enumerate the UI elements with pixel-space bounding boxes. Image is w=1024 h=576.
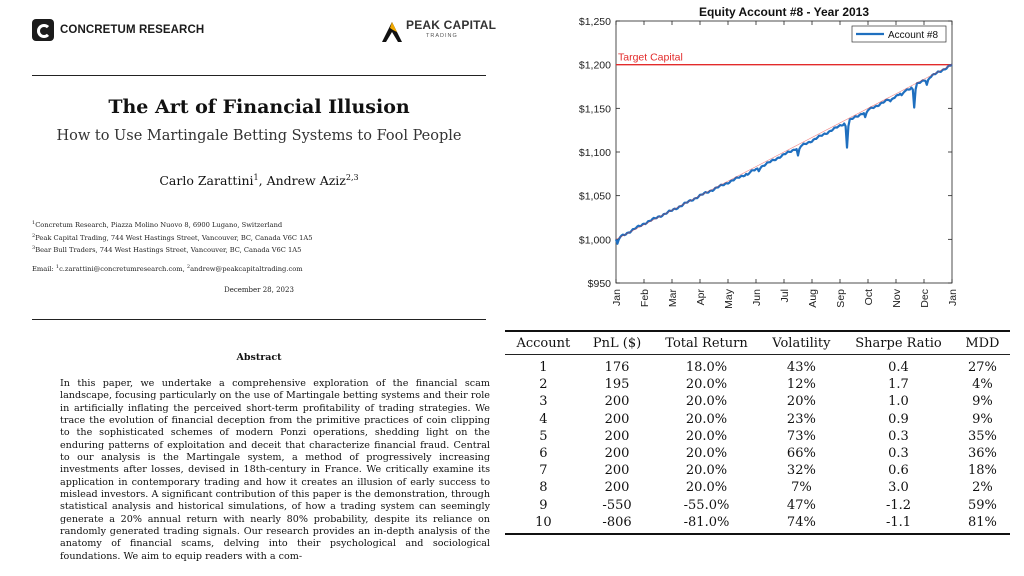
peak-capital-logo-subtext: TRADING (426, 33, 458, 39)
x-tick-label: Apr (695, 289, 707, 306)
table-cell: 200 (604, 480, 630, 496)
x-tick-label: May (723, 289, 735, 309)
table-cell: 3 (539, 394, 548, 410)
equity-chart (570, 0, 1024, 326)
table-cell: 0.4 (888, 360, 909, 375)
table-row (505, 479, 1010, 496)
table-cell: 2% (972, 480, 993, 496)
table-header-row (505, 331, 1010, 355)
table-cell: 9% (972, 394, 993, 410)
column-header: MDD (955, 331, 1010, 355)
table-cell: 2 (539, 377, 548, 393)
email-line: Email: $^1$c.zarattini@concretumresearch.com, $^2$andrew@peakcapitaltrading.com (32, 264, 303, 274)
x-tick-label: Sep (835, 289, 847, 308)
table-cell: 200 (604, 428, 630, 444)
x-tick-label: Nov (891, 289, 903, 308)
y-tick-label: $950 (587, 278, 611, 290)
table-cell: 20.0% (685, 394, 728, 410)
table-cell: 73% (786, 428, 816, 444)
y-tick-label: $1,250 (578, 16, 611, 28)
chart-title: Equity Account #8 - Year 2013 (698, 5, 870, 19)
table-cell: 5 (539, 428, 548, 444)
affiliations (32, 218, 313, 256)
table-cell: 20.0% (685, 463, 728, 479)
abstract-text: In this paper, we undertake a comprehensive exploration of the financial scam landscape, focusing particularly on the use of Martingale betting systems and their role in artificially inflating the perceived short-term profitability of trading strategies. We trace the evolution of financial deception from the primitive practices of coin clipping to the sophisticated schemes of modern Ponzi operations, shedding light on the enduring patterns of exploitation and deceit that characterize financial fraud. Central to our analysis is the Martingale system, a method of progressively increasing investments after losses, devised in 18th-century in France. We critically examine its application in contemporary trading and how it creates an illusion of early success to mislead investors. A significant contribution of this paper is the demonstration, through statistical analysis and historical simulations, of how a trading system can seemingly generate a 20% annual return with nearly 80% probability, despite its reliance on randomly generated trading signals. Our research provides an in-depth analysis of the anatomy of financial scams, delving into their psychological and sociological foundations. We aim to equip readers with a com- (60, 378, 490, 562)
email-link[interactable]: c.zarattini@concretumresearch.com, (59, 265, 187, 274)
table-cell: 0.3 (888, 428, 909, 444)
legend-label: Account #8 (888, 30, 939, 41)
table-cell: 81% (955, 514, 1010, 534)
column-header: Volatility (761, 331, 843, 355)
table-row (505, 497, 1010, 514)
table-cell: 0.9 (888, 411, 909, 427)
table-cell: 1.7 (888, 377, 909, 393)
y-tick-label: $1,200 (578, 59, 611, 72)
x-tick-label: Jul (779, 289, 791, 303)
table-row (505, 462, 1010, 479)
table-cell: 9% (972, 411, 993, 427)
author-affiliation-mark: 2,3 (345, 173, 359, 182)
abstract-heading: Abstract (236, 352, 282, 363)
table-cell: 200 (604, 463, 630, 479)
table-cell: 200 (604, 394, 630, 410)
table-cell: 8 (539, 480, 548, 496)
x-tick-label: Jan (611, 289, 623, 306)
table-row (505, 411, 1010, 428)
y-tick-label: $1,000 (578, 234, 611, 247)
concretum-logo-icon (32, 19, 54, 41)
table-row (505, 445, 1010, 462)
table-cell: 36% (967, 446, 997, 462)
table-cell: 1.0 (888, 394, 909, 410)
chart-legend (852, 26, 946, 42)
table-cell: 18% (967, 463, 997, 479)
y-tick-label: $1,050 (578, 190, 611, 203)
column-header: Total Return (652, 331, 760, 355)
table-cell: 20.0% (685, 428, 728, 444)
table-cell: 20.0% (685, 411, 728, 427)
affiliation-line: $^1$Concretum Research, Piazza Molino Nuovo 8, 6900 Lugano, Switzerland (32, 220, 283, 230)
concretum-logo-text: CONCRETUM RESEARCH (60, 24, 205, 36)
table-cell: -81.0% (652, 514, 760, 534)
x-tick-label: Aug (807, 289, 819, 308)
y-tick-label: $1,100 (578, 147, 611, 159)
results-table (505, 330, 1010, 535)
table-cell: 1 (539, 360, 548, 375)
table-cell: 59% (967, 497, 997, 513)
x-tick-label: Oct (863, 289, 875, 306)
table-cell: 27% (967, 360, 997, 375)
table-cell: 23% (786, 411, 816, 427)
table-cell: 32% (786, 463, 816, 479)
divider-rule (32, 319, 486, 320)
paper-title: The Art of Financial Illusion (108, 96, 410, 118)
x-tick-label: Feb (639, 289, 651, 308)
affiliation-line: $^2$Peak Capital Trading, 744 West Hastings Street, Vancouver, BC, Canada V6C 1A5 (32, 232, 313, 242)
table-cell: 20.0% (685, 480, 728, 496)
paper-subtitle: How to Use Martingale Betting Systems to Fool People (56, 128, 462, 144)
table-cell: 195 (604, 377, 630, 393)
email-link[interactable]: andrew@peakcapitaltrading.com (190, 265, 303, 274)
table-cell: -806 (582, 514, 653, 534)
table-cell: 47% (786, 497, 816, 513)
table-cell: 4 (539, 411, 548, 427)
table-cell: 3.0 (888, 480, 909, 496)
x-tick-label: Mar (667, 289, 679, 308)
table-cell: 20.0% (685, 377, 728, 393)
table-cell: 74% (761, 514, 843, 534)
table-cell: 200 (604, 411, 630, 427)
paper-date: December 28, 2023 (224, 286, 294, 294)
table-cell: 4% (972, 377, 993, 393)
target-capital-label: Target Capital (618, 51, 683, 64)
column-header: PnL ($) (582, 331, 653, 355)
x-tick-label: Jan (947, 289, 959, 306)
table-cell: 176 (604, 360, 630, 375)
table-row (505, 514, 1010, 534)
table-cell: 7 (539, 463, 548, 479)
table-cell: 7% (791, 480, 812, 496)
table-cell: 6 (539, 446, 548, 462)
y-tick-label: $1,150 (578, 103, 611, 116)
table-row (505, 355, 1010, 377)
concretum-logo (32, 18, 204, 42)
peak-capital-logo-text: PEAK CAPITAL (406, 18, 497, 32)
table-row (505, 376, 1010, 393)
peak-capital-logo (380, 16, 497, 46)
table-row (505, 393, 1010, 410)
table-cell: -1.2 (885, 497, 912, 513)
table-cell: 43% (786, 360, 816, 375)
x-tick-label: Jun (751, 289, 763, 306)
table-row (505, 428, 1010, 445)
table-cell: -1.1 (842, 514, 955, 534)
author-line (32, 173, 486, 188)
table-cell: 20% (786, 394, 816, 410)
paper-page (0, 0, 510, 576)
table-cell: 66% (786, 446, 816, 462)
table-cell: 9 (539, 497, 548, 513)
table-cell: 200 (604, 446, 630, 462)
table-cell: 12% (786, 377, 816, 393)
header-rule (32, 75, 486, 76)
table-cell: 0.3 (888, 446, 909, 462)
author-name: Andrew Aziz (266, 173, 346, 189)
column-header: Account (505, 331, 582, 355)
x-tick-label: Dec (919, 289, 931, 308)
table-cell: 35% (967, 428, 997, 444)
table-cell: -55.0% (683, 497, 730, 513)
author-name: Carlo Zarattini (159, 173, 254, 189)
column-header: Sharpe Ratio (842, 331, 955, 355)
peak-capital-logo-icon (380, 18, 406, 44)
table-cell: 0.6 (888, 463, 909, 479)
author-separator: , (258, 173, 267, 189)
author-affiliation-mark: 1 (253, 173, 259, 182)
table-cell: 10 (505, 514, 582, 534)
table-cell: 20.0% (685, 446, 728, 462)
affiliation-line: $^3$Bear Bull Traders, 744 West Hastings Street, Vancouver, BC, Canada V6C 1A5 (32, 245, 302, 255)
table-cell: -550 (602, 497, 632, 513)
table-cell: 18.0% (685, 360, 728, 375)
